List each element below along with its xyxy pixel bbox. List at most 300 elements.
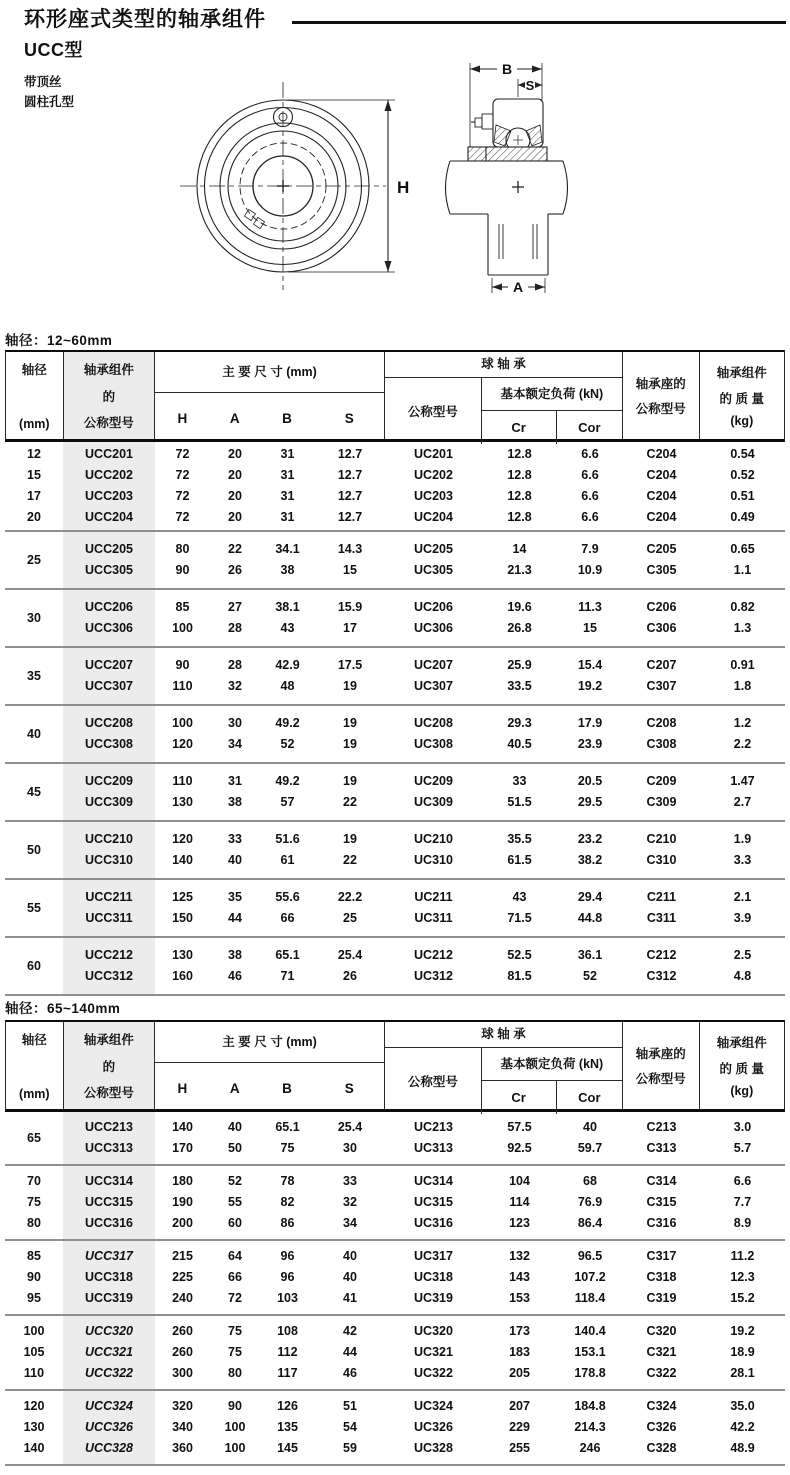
cell-s: 25.4 [337, 948, 363, 962]
cell-h: 130 [172, 948, 193, 962]
cell-cr: 123 [509, 1216, 530, 1230]
row-group [5, 878, 785, 936]
cell-a: 75 [228, 1324, 242, 1338]
cell-housing: C318 [646, 1270, 677, 1284]
col-header-housing-model: 轴承座的 公称型号 [623, 1022, 700, 1109]
table-row [5, 618, 785, 639]
cell-bearing: UC307 [414, 679, 453, 693]
section-title: 轴径：65~140mm [5, 1001, 121, 1016]
cell-s: 19 [343, 774, 357, 788]
row-group [5, 530, 785, 588]
cell-model: UCC326 [85, 1420, 133, 1434]
table-row [5, 1246, 785, 1267]
cell-cr: 14 [512, 542, 527, 556]
cell-cr: 33 [512, 774, 527, 788]
col-header-unit-model: 轴承组件 的 公称型号 [64, 352, 155, 439]
cell-s: 25 [343, 911, 357, 925]
cell-h: 80 [175, 542, 190, 556]
cell-housing: C207 [646, 658, 677, 672]
shaft-diameter: 60 [27, 959, 41, 973]
svg-text:H: H [397, 178, 410, 197]
cell-bearing: UC306 [414, 621, 453, 635]
cell-a: 75 [228, 1345, 242, 1359]
cell-s: 59 [343, 1441, 357, 1455]
cell-h: 140 [172, 1120, 193, 1134]
cell-h: 120 [172, 737, 193, 751]
cell-s: 15 [343, 563, 357, 577]
cell-s: 46 [343, 1366, 357, 1380]
cell-model: UCC322 [85, 1366, 133, 1380]
cell-h: 170 [172, 1141, 193, 1155]
cell-bearing: UC312 [414, 969, 453, 983]
shaft-left-end [446, 161, 451, 214]
cell-housing: C204 [646, 489, 677, 503]
cell-housing: C206 [646, 600, 677, 614]
cell-a: 40 [228, 853, 242, 867]
cell-housing: C306 [646, 621, 677, 635]
cell-s: 22 [343, 853, 357, 867]
col-header-housing-model: 轴承座的 公称型号 [623, 352, 700, 439]
shaft-diameter: 55 [27, 901, 41, 915]
cell-a: 27 [228, 600, 242, 614]
cell-bearing: UC212 [414, 948, 453, 962]
row-group [5, 762, 785, 820]
cell-model: UCC305 [85, 563, 133, 577]
table-row [5, 1117, 785, 1138]
cell-bearing: UC308 [414, 737, 453, 751]
feature-item: 带顶丝 [24, 75, 62, 89]
cell-model: UCC307 [85, 679, 133, 693]
cell-b: 52 [280, 737, 295, 751]
cell-cor: 96.5 [577, 1249, 603, 1263]
cell-cr: 81.5 [507, 969, 532, 983]
cell-b: 48 [280, 679, 295, 693]
cell-a: 60 [228, 1216, 242, 1230]
cell-cor: 76.9 [577, 1195, 603, 1209]
cell-dia: 110 [23, 1366, 45, 1380]
cell-cr: 12.8 [507, 510, 532, 524]
col-header-main-dims: 主 要 尺 寸 (mm) H A B S [155, 352, 385, 439]
cell-housing: C305 [646, 563, 677, 577]
cell-model: UCC314 [85, 1174, 133, 1188]
cell-mass: 11.2 [730, 1249, 755, 1263]
cell-cr: 114 [509, 1195, 530, 1209]
cell-bearing: UC322 [414, 1366, 453, 1380]
row-group [5, 704, 785, 762]
cell-dia: 120 [23, 1399, 45, 1413]
table-row [5, 1267, 785, 1288]
cell-h: 340 [172, 1420, 193, 1434]
cell-b: 49.2 [275, 774, 300, 788]
cell-b: 135 [277, 1420, 298, 1434]
cell-cr: 33.5 [507, 679, 532, 693]
col-header-ball-bearing: 球 轴 承 公称型号 基本额定负荷 (kN) Cr Cor [385, 1022, 623, 1109]
cell-cor: 59.7 [577, 1141, 603, 1155]
cell-b: 51.6 [275, 832, 300, 846]
cell-cor: 29.4 [577, 890, 603, 904]
row-group [5, 442, 785, 530]
cell-b: 112 [277, 1345, 298, 1359]
cell-dia: 90 [27, 1270, 41, 1284]
cell-cor: 68 [583, 1174, 597, 1188]
table-row [5, 771, 785, 792]
cell-h: 125 [172, 890, 193, 904]
cell-mass: 42.2 [730, 1420, 755, 1434]
col-header-shaft-dia: 轴径 (mm) [6, 1022, 64, 1109]
cell-mass: 7.7 [733, 1195, 752, 1209]
table-row [5, 444, 785, 465]
cell-a: 31 [228, 774, 242, 788]
cell-housing: C313 [646, 1141, 677, 1155]
cell-cr: 12.8 [507, 447, 532, 461]
cell-s: 41 [343, 1291, 357, 1305]
cell-housing: C210 [646, 832, 677, 846]
table-header [5, 350, 785, 442]
cell-cor: 15 [583, 621, 597, 635]
shaft-right-end [563, 161, 568, 214]
cell-bearing: UC211 [414, 890, 453, 904]
cell-housing: C326 [646, 1420, 677, 1434]
cell-a: 38 [228, 948, 242, 962]
cell-cor: 17.9 [577, 716, 603, 730]
cell-model: UCC211 [85, 890, 133, 904]
cell-cor: 246 [579, 1441, 601, 1455]
bearing-table-12-60 [5, 350, 785, 996]
table-row [5, 486, 785, 507]
row-group [5, 1314, 785, 1389]
shaft-diameter: 40 [27, 727, 41, 741]
cell-h: 360 [172, 1441, 193, 1455]
cell-bearing: UC313 [414, 1141, 453, 1155]
cell-cr: 61.5 [507, 853, 532, 867]
table-row [5, 908, 785, 929]
cell-mass: 0.51 [730, 489, 755, 503]
cell-s: 19 [343, 716, 357, 730]
cell-mass: 3.9 [733, 911, 752, 925]
cell-b: 126 [277, 1399, 298, 1413]
cell-a: 100 [224, 1420, 246, 1434]
cell-a: 30 [228, 716, 242, 730]
cell-h: 90 [175, 658, 190, 672]
cell-mass: 5.7 [733, 1141, 752, 1155]
cell-h: 72 [175, 447, 190, 461]
cell-bearing: UC321 [414, 1345, 453, 1359]
row-group [5, 1164, 785, 1239]
page-title: 环形座式类型的轴承组件 [24, 8, 266, 31]
col-header-ball-bearing: 球 轴 承 公称型号 基本额定负荷 (kN) Cr Cor [385, 352, 623, 439]
table-row [5, 1138, 785, 1159]
cell-s: 15.9 [337, 600, 363, 614]
cell-a: 55 [228, 1195, 242, 1209]
cell-a: 20 [228, 447, 242, 461]
cell-mass: 1.1 [733, 563, 752, 577]
cell-model: UCC310 [85, 853, 133, 867]
cell-s: 14.3 [337, 542, 363, 556]
cell-mass: 1.3 [733, 621, 752, 635]
cell-bearing: UC204 [414, 510, 453, 524]
cell-cr: 51.5 [507, 795, 532, 809]
cell-housing: C320 [646, 1324, 677, 1338]
cell-model: UCC328 [85, 1441, 133, 1455]
cell-a: 34 [228, 737, 242, 751]
cell-s: 22 [343, 795, 357, 809]
cell-mass: 0.91 [730, 658, 755, 672]
cell-s: 44 [343, 1345, 357, 1359]
cell-mass: 0.49 [730, 510, 755, 524]
section-title: 轴径：12~60mm [5, 333, 113, 348]
cell-bearing: UC316 [414, 1216, 453, 1230]
cell-cor: 7.9 [581, 542, 599, 556]
cell-a: 26 [228, 563, 242, 577]
cell-housing: C209 [646, 774, 677, 788]
cell-b: 42.9 [275, 658, 300, 672]
cell-model: UCC206 [85, 600, 133, 614]
cell-mass: 3.3 [733, 853, 752, 867]
cell-b: 34.1 [275, 542, 300, 556]
table-row [5, 887, 785, 908]
cell-housing: C317 [646, 1249, 677, 1263]
cell-dia: 140 [23, 1441, 45, 1455]
cell-b: 43 [280, 621, 295, 635]
cell-bearing: UC305 [414, 563, 453, 577]
row-group [5, 646, 785, 704]
grease-fitting [475, 118, 482, 127]
cell-cor: 214.3 [574, 1420, 606, 1434]
cell-model: UCC312 [85, 969, 133, 983]
table-row [5, 966, 785, 987]
cell-h: 110 [172, 774, 193, 788]
cell-b: 82 [280, 1195, 295, 1209]
front-view-drawing [180, 82, 386, 290]
svg-text:B: B [501, 61, 513, 77]
table-row [5, 1342, 785, 1363]
row-group [5, 820, 785, 878]
cell-s: 42 [343, 1324, 357, 1338]
table-row [5, 597, 785, 618]
cell-b: 55.6 [275, 890, 300, 904]
cell-s: 12.7 [337, 468, 363, 482]
cell-bearing: UC315 [414, 1195, 453, 1209]
cell-h: 72 [175, 510, 190, 524]
cell-model: UCC209 [85, 774, 133, 788]
row-group [5, 588, 785, 646]
cell-b: 117 [277, 1366, 298, 1380]
cell-bearing: UC203 [414, 489, 453, 503]
cell-h: 110 [172, 679, 193, 693]
cell-bearing: UC317 [414, 1249, 453, 1263]
cell-model: UCC311 [85, 911, 133, 925]
cell-s: 34 [343, 1216, 357, 1230]
cell-cor: 6.6 [581, 489, 599, 503]
cell-b: 65.1 [275, 948, 300, 962]
table-row [5, 1192, 785, 1213]
cell-cor: 118.4 [574, 1291, 606, 1305]
cell-cor: 29.5 [577, 795, 603, 809]
cell-h: 200 [172, 1216, 193, 1230]
cell-cor: 40 [583, 1120, 597, 1134]
cell-b: 31 [280, 489, 295, 503]
cell-s: 19 [343, 832, 357, 846]
table-row [5, 676, 785, 697]
cell-housing: C208 [646, 716, 677, 730]
cell-dia: 95 [27, 1291, 41, 1305]
cell-cor: 6.6 [581, 447, 599, 461]
cell-housing: C213 [646, 1120, 677, 1134]
cell-model: UCC308 [85, 737, 133, 751]
cell-cor: 11.3 [578, 600, 602, 614]
cell-cr: 52.5 [507, 948, 532, 962]
table-row [5, 850, 785, 871]
cell-cr: 104 [509, 1174, 530, 1188]
shaft-diameter: 65 [27, 1131, 41, 1145]
cell-b: 57 [280, 795, 295, 809]
cell-a: 20 [228, 510, 242, 524]
cell-cr: 205 [509, 1366, 530, 1380]
shaft-diameter: 50 [27, 843, 41, 857]
cell-mass: 15.2 [730, 1291, 755, 1305]
cell-model: UCC201 [85, 447, 133, 461]
cell-cor: 86.4 [577, 1216, 603, 1230]
cell-a: 33 [228, 832, 242, 846]
cell-model: UCC213 [85, 1120, 133, 1134]
cell-h: 72 [175, 468, 190, 482]
cell-s: 12.7 [337, 489, 363, 503]
cell-mass: 2.1 [733, 890, 752, 904]
cell-mass: 19.2 [730, 1324, 755, 1338]
cell-mass: 48.9 [730, 1441, 755, 1455]
cell-dia: 17 [27, 489, 41, 503]
row-group [5, 1239, 785, 1314]
cell-cr: 40.5 [507, 737, 532, 751]
inner-ring-section [468, 147, 547, 161]
cell-s: 26 [343, 969, 357, 983]
cell-s: 32 [343, 1195, 357, 1209]
table-row [5, 734, 785, 755]
col-header-unit-model: 轴承组件 的 公称型号 [64, 1022, 155, 1109]
cell-mass: 0.54 [730, 447, 755, 461]
svg-text:A: A [512, 279, 524, 295]
cell-model: UCC320 [85, 1324, 133, 1338]
cell-housing: C314 [646, 1174, 677, 1188]
table-body [5, 442, 785, 996]
shaft-diameter: 45 [27, 785, 41, 799]
cell-cor: 178.8 [574, 1366, 606, 1380]
cell-s: 30 [343, 1141, 357, 1155]
cell-a: 64 [228, 1249, 242, 1263]
cell-b: 61 [280, 853, 295, 867]
cell-a: 28 [228, 658, 242, 672]
cell-b: 38 [280, 563, 295, 577]
cell-cor: 10.9 [577, 563, 603, 577]
table-row [5, 1288, 785, 1309]
cell-cr: 29.3 [507, 716, 532, 730]
cell-s: 17.5 [337, 658, 363, 672]
cell-mass: 18.9 [730, 1345, 755, 1359]
cell-cor: 44.8 [577, 911, 603, 925]
cell-housing: C204 [646, 510, 677, 524]
cell-cr: 57.5 [507, 1120, 532, 1134]
cell-bearing: UC320 [414, 1324, 453, 1338]
shaft-diameter: 30 [27, 611, 41, 625]
cell-bearing: UC311 [414, 911, 453, 925]
cell-h: 215 [172, 1249, 193, 1263]
dim-A [492, 278, 545, 295]
cell-model: UCC210 [85, 832, 133, 846]
shaft-diameter: 35 [27, 669, 41, 683]
cell-mass: 2.5 [733, 948, 752, 962]
cell-cr: 71.5 [507, 911, 532, 925]
table-row [5, 792, 785, 813]
cell-b: 38.1 [275, 600, 300, 614]
cell-h: 260 [172, 1345, 193, 1359]
shaft-diameter: 25 [27, 553, 41, 567]
cell-b: 145 [277, 1441, 298, 1455]
cell-b: 65.1 [275, 1120, 300, 1134]
cell-b: 66 [280, 911, 295, 925]
cell-b: 108 [277, 1324, 298, 1338]
cell-a: 35 [228, 890, 242, 904]
cell-bearing: UC209 [414, 774, 453, 788]
cell-mass: 1.47 [730, 774, 755, 788]
cell-mass: 4.8 [733, 969, 752, 983]
cell-s: 40 [343, 1249, 357, 1263]
col-header-main-dims: 主 要 尺 寸 (mm) H A B S [155, 1022, 385, 1109]
cell-b: 103 [277, 1291, 298, 1305]
cell-cr: 229 [509, 1420, 530, 1434]
cell-cr: 132 [509, 1249, 530, 1263]
cell-cor: 52 [583, 969, 597, 983]
cell-cor: 6.6 [581, 468, 599, 482]
cell-bearing: UC207 [414, 658, 453, 672]
cell-cr: 153 [509, 1291, 530, 1305]
cell-dia: 70 [27, 1174, 41, 1188]
cell-s: 12.7 [337, 510, 363, 524]
cell-s: 17 [343, 621, 357, 635]
cell-bearing: UC206 [414, 600, 453, 614]
cell-dia: 12 [27, 447, 41, 461]
cell-model: UCC324 [85, 1399, 133, 1413]
cell-s: 12.7 [337, 447, 363, 461]
cell-mass: 35.0 [730, 1399, 755, 1413]
cell-model: UCC306 [85, 621, 133, 635]
row-group [5, 936, 785, 994]
cell-housing: C212 [646, 948, 677, 962]
cell-cor: 6.6 [581, 510, 599, 524]
cell-housing: C204 [646, 468, 677, 482]
table-row [5, 1396, 785, 1417]
cell-a: 32 [228, 679, 242, 693]
cell-a: 46 [228, 969, 242, 983]
table-row [5, 713, 785, 734]
cell-s: 54 [343, 1420, 357, 1434]
cell-cr: 183 [509, 1345, 530, 1359]
cell-bearing: UC213 [414, 1120, 453, 1134]
cell-housing: C205 [646, 542, 677, 556]
cell-cor: 38.2 [577, 853, 603, 867]
cell-cor: 19.2 [577, 679, 603, 693]
cell-dia: 20 [27, 510, 41, 524]
cell-model: UCC309 [85, 795, 133, 809]
cell-model: UCC317 [85, 1249, 133, 1263]
cell-h: 160 [172, 969, 193, 983]
table-row [5, 1321, 785, 1342]
row-group [5, 1389, 785, 1464]
table-row [5, 1438, 785, 1459]
cell-housing: C309 [646, 795, 677, 809]
cell-mass: 0.52 [730, 468, 755, 482]
table-row [5, 829, 785, 850]
cell-cr: 43 [512, 890, 527, 904]
